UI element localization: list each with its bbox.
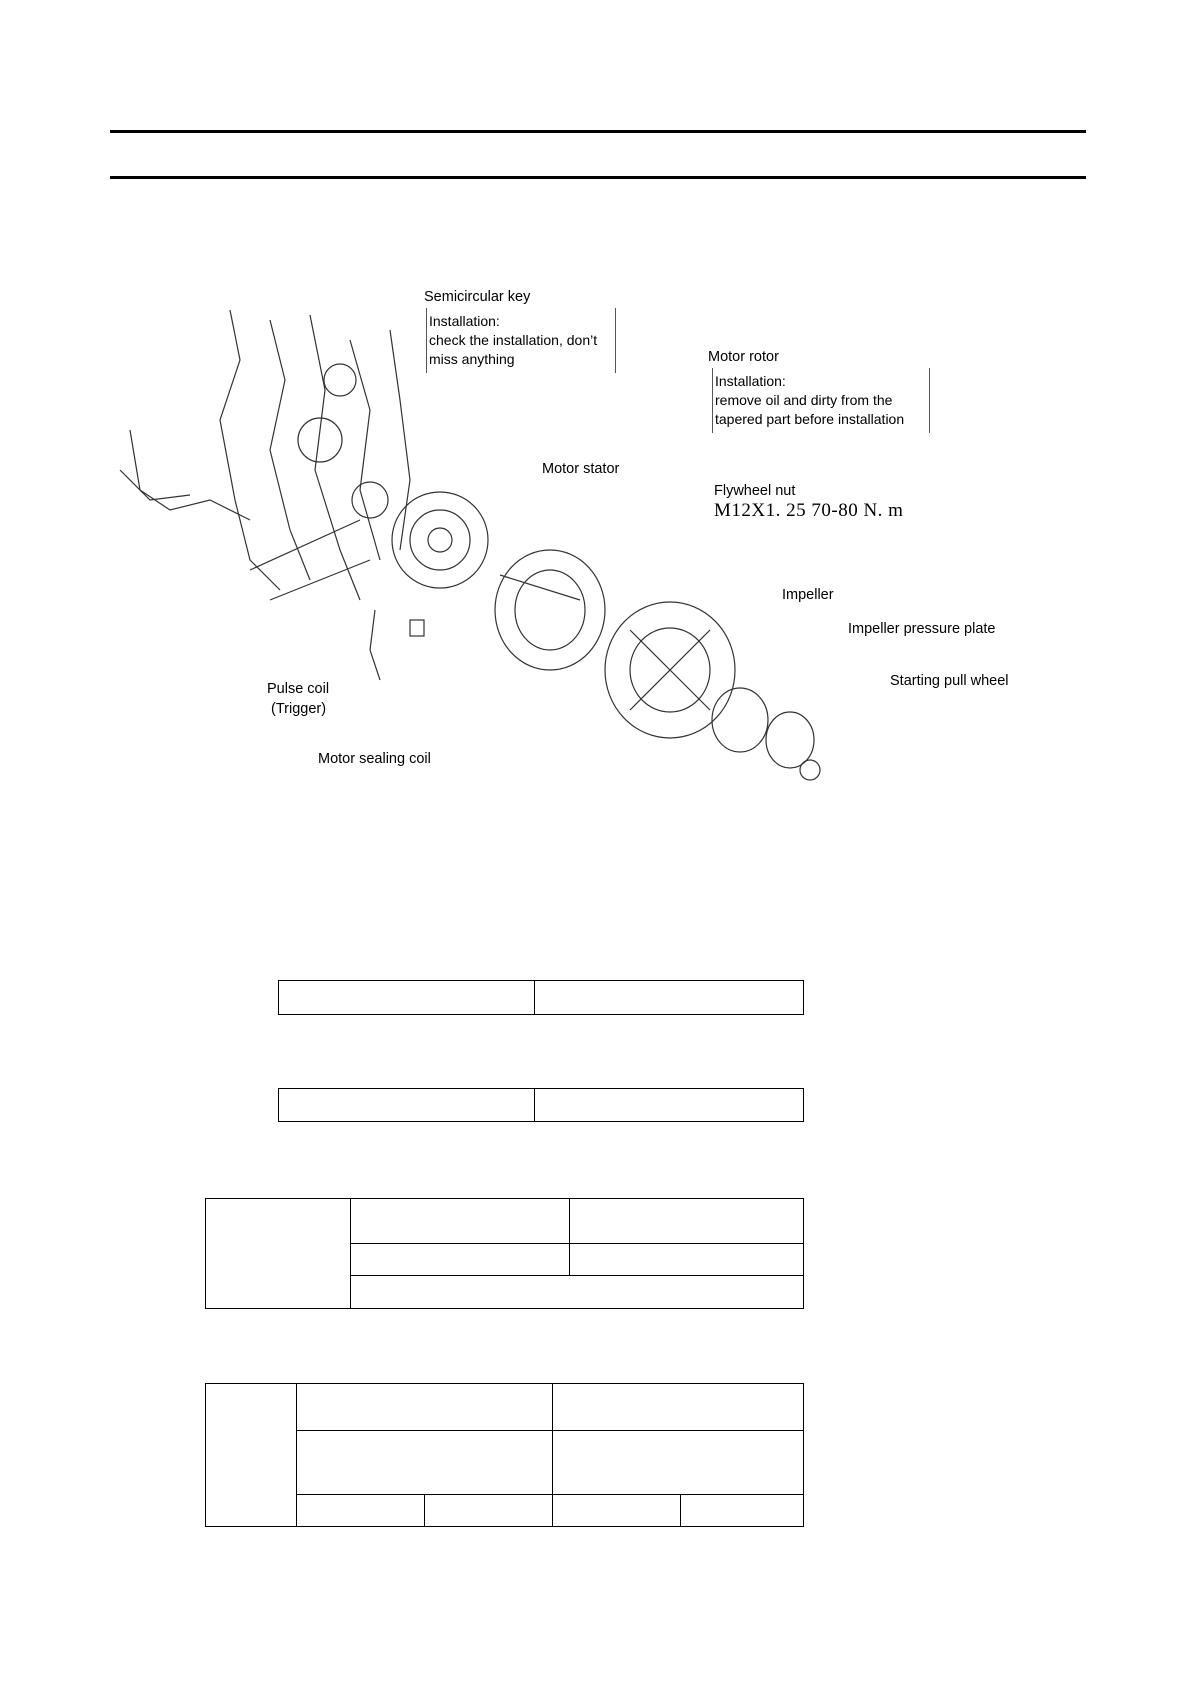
table-cell: [351, 1199, 570, 1244]
table-cell: [553, 1431, 804, 1495]
label-impeller: Impeller: [782, 587, 834, 603]
table-cell: [425, 1495, 553, 1527]
label-motor-stator: Motor stator: [542, 461, 620, 477]
label-semicircular-key: Semicircular key: [424, 289, 531, 305]
label-motor-sealing-coil: Motor sealing coil: [318, 751, 431, 767]
table-cell: [553, 1384, 804, 1431]
header-rule-bottom: [110, 176, 1086, 179]
spec-table-4: [205, 1383, 804, 1527]
label-flywheel-nut: Flywheel nut: [714, 483, 796, 499]
note-rotor-line2: tapered part before installation: [715, 411, 905, 427]
table-cell: [535, 1089, 804, 1122]
spec-table-2: [278, 1088, 804, 1122]
note-key-title: Installation:: [429, 313, 500, 329]
table-cell: [681, 1495, 804, 1527]
label-pulse-coil: Pulse coil: [267, 681, 330, 697]
table-cell: [535, 981, 804, 1015]
label-motor-rotor: Motor rotor: [708, 349, 779, 365]
table-cell: [570, 1244, 804, 1276]
table-cell: [279, 981, 535, 1015]
label-impeller-pressure-plate: Impeller pressure plate: [848, 621, 996, 637]
spec-table-3: [205, 1198, 804, 1309]
table-cell: [351, 1276, 804, 1309]
label-flywheel-torque-spec: M12X1. 25 70-80 N. m: [714, 500, 904, 521]
table-cell: [297, 1384, 553, 1431]
table-cell: [206, 1384, 297, 1527]
table-cell: [206, 1199, 351, 1309]
label-starting-pull-wheel: Starting pull wheel: [890, 673, 1009, 689]
header-rule-top: [110, 130, 1086, 133]
table-cell: [297, 1495, 425, 1527]
table-cell: [553, 1495, 681, 1527]
note-key-installation: [426, 308, 616, 373]
note-key-line1: check the installation, don’t: [429, 332, 598, 348]
note-rotor-installation: [712, 368, 930, 433]
table-cell: [570, 1199, 804, 1244]
table-cell: [279, 1089, 535, 1122]
table-cell: [351, 1244, 570, 1276]
exploded-view-figure: [110, 289, 1010, 840]
spec-table-1: [278, 980, 804, 1015]
label-pulse-coil-trigger: (Trigger): [271, 701, 327, 717]
note-rotor-line1: remove oil and dirty from the: [715, 392, 893, 408]
table-cell: [297, 1431, 553, 1495]
note-key-line2: miss anything: [429, 351, 515, 367]
note-rotor-title: Installation:: [715, 373, 786, 389]
